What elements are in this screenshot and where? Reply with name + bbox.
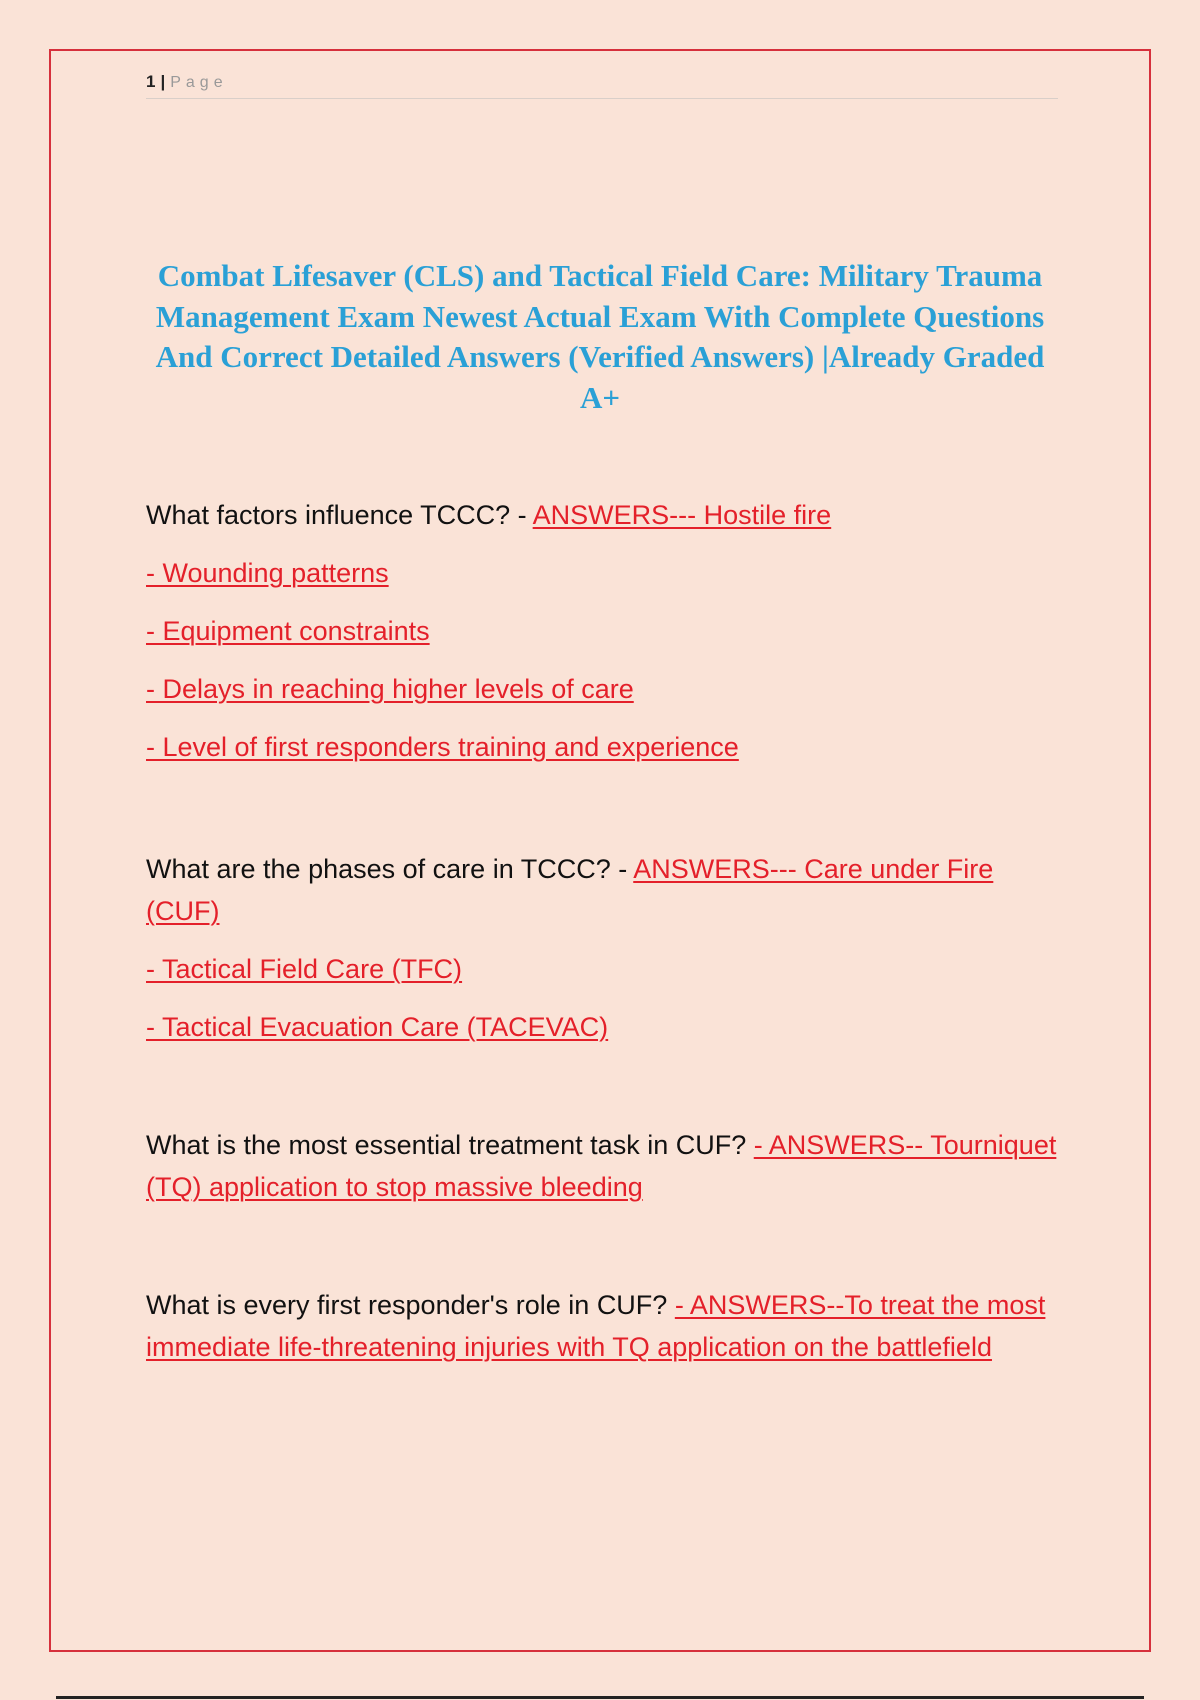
page-label: Page (170, 74, 228, 91)
answer-line: - Delays in reaching higher levels of care (146, 674, 634, 704)
document-title: Combat Lifesaver (CLS) and Tactical Field Care: Military Trauma Management Exam Newest Actual Exam With Complete Questions And Correct Detailed Answers (Verified Answers) |Already Graded A+ (155, 258, 1045, 415)
answer-text: - ANSWERS-- Tourniquet (TQ) application to stop massive bleeding (146, 1130, 1057, 1202)
answer-text: ANSWERS--- Hostile fire (532, 500, 832, 530)
qa-item-3 (146, 1124, 1066, 1208)
qa-item-1 (146, 494, 1066, 768)
answer-line: - Tactical Evacuation Care (TACEVAC) (146, 1012, 609, 1042)
bottom-rule (56, 1696, 1144, 1699)
page-header (146, 72, 1058, 99)
answer-line: - Level of first responders training and experience (146, 732, 739, 762)
answer-line: - Wounding patterns (146, 558, 389, 588)
answer-line: - Tactical Field Care (TFC) (146, 954, 463, 984)
page-number: 1 (146, 72, 157, 91)
qa-item-4 (146, 1284, 1066, 1368)
answer-text: - ANSWERS--To treat the most immediate life-threatening injuries with TQ application on the battlefield (146, 1290, 1046, 1362)
qa-item-2 (146, 848, 1066, 1048)
page-separator: | (160, 72, 167, 91)
question-text: What is every first responder's role in CUF? (146, 1290, 675, 1320)
answer-text: ANSWERS--- Care under Fire (CUF) (146, 854, 994, 926)
question-text: What are the phases of care in TCCC? - (146, 854, 634, 884)
answer-line: - Equipment constraints (146, 616, 430, 646)
question-text: What is the most essential treatment task in CUF? (146, 1130, 754, 1160)
question-text: What factors influence TCCC? - (146, 500, 533, 530)
